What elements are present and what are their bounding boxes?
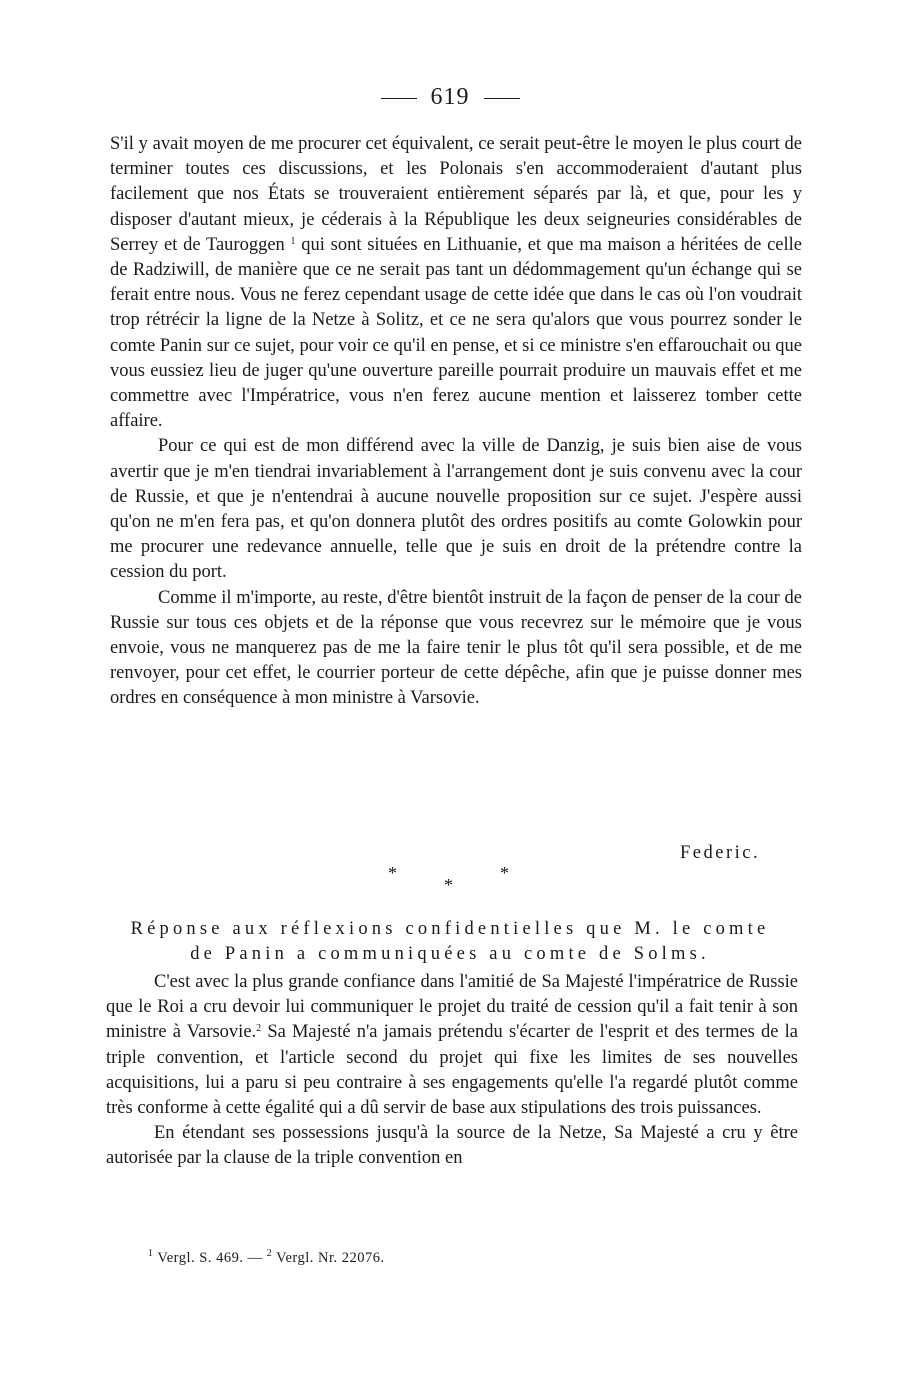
footnotes bbox=[148, 1250, 385, 1267]
signature: Federic. bbox=[680, 843, 761, 863]
footnote-marker-1: 1 bbox=[148, 1248, 154, 1259]
paragraph-2: Pour ce qui est de mon différend avec la ville de Danzig, je suis bien aise de vous avertir que je m'en tiendrai invariablement à l'arrangement dont je suis convenu avec la cour de Russie, et que je n'entendrai à aucune nouvelle proposition sur ce sujet. J'espère aussi qu'on ne m'en fera pas, et qu'on donnera plutôt des ordres positifs au comte Golowkin pour me procurer une redevance annuelle, telle que je suis en droit de la prétendre contre la cession du port. bbox=[110, 436, 802, 583]
section-paragraph-2: En étendant ses possessions jusqu'à la source de la Netze, Sa Majesté a cru y être autorisée par la clause de la triple convention en bbox=[106, 1123, 798, 1169]
section-paragraph-1 bbox=[106, 970, 798, 1121]
section-title-line-1: Réponse aux réflexions confidentielles que M. le comte bbox=[130, 919, 770, 939]
footnote-text-1: Vergl. S. 469. — bbox=[157, 1250, 263, 1266]
section-paragraph-1-text: C'est avec la plus grande confiance dans l'amitié de Sa Majesté l'impératrice de Russie que le Roi a cru devoir lui communiquer le projet du traité de cession qu'il a fait tenir à son ministre à Varsovie. bbox=[106, 972, 798, 1043]
footnote-text-2: Vergl. Nr. 22076. bbox=[276, 1250, 385, 1266]
section-title bbox=[0, 917, 900, 967]
separator-star: * bbox=[388, 863, 397, 883]
page-number: 619 bbox=[430, 84, 470, 110]
section-body bbox=[106, 970, 798, 1172]
separator-star: * bbox=[444, 875, 453, 895]
footnote-ref-1: 1 bbox=[290, 235, 296, 247]
separator-star: * bbox=[500, 863, 509, 883]
paragraph-1-part-b: qui sont situées en Lithuanie, et que ma maison a héritées de celle de Radziwill, de manière que ce ne serait pas tant un dédommagement qu'un échange qui se ferait entre nous. Vous ne ferez cependant usage de cette idée que dans le cas où l'on voudrait trop rétrécir la ligne de la Netze à Solitz, et ce ne sera qu'alors que vous pourrez sonder le comte Panin sur ce sujet, pour voir ce qu'il en pense, et si ce ministre s'en effarouchait ou que vous eussiez lieu de juger qu'une ouverture pareille pourrait produire un mauvais effet et me commettre avec l'Impératrice, vous n'en ferez aucune mention et laisserez tomber cette affaire. bbox=[110, 234, 803, 432]
footnote-marker-2: 2 bbox=[266, 1248, 273, 1259]
section-title-line-2: de Panin a communiquées au comte de Solms. bbox=[190, 944, 710, 964]
header-dash-left bbox=[381, 98, 417, 99]
section-separator bbox=[0, 860, 900, 900]
paragraph-1 bbox=[110, 132, 802, 434]
letter-body bbox=[110, 132, 802, 712]
header-dash-right bbox=[484, 98, 520, 99]
paragraph-1-part-a: S'il y avait moyen de me procurer cet équivalent, ce serait peut-être le moyen le plus court de terminer toutes ces discussions, et les Polonais s'en accommoderaient d'autant plus facilement que nos États se trouveraient entièrement séparés par là, et que, pour les y disposer d'autant mieux, je céderais à la République les deux seigneuries considérables de Serrey et de Tauroggen bbox=[110, 134, 802, 255]
page-header bbox=[0, 84, 900, 111]
paragraph-3: Comme il m'importe, au reste, d'être bientôt instruit de la façon de penser de la cour de Russie sur tous ces objets et de la réponse que vous recevrez sur le mémoire que je vous envoie, vous ne manquerez pas de me la faire tenir le plus tôt qu'il sera possible, et de me renvoyer, pour cet effet, le courrier porteur de cette dépêche, afin que je puisse donner mes ordres en conséquence à mon ministre à Varsovie. bbox=[110, 587, 802, 709]
section-paragraph-1-cont: Sa Majesté n'a jamais prétendu s'écarter de l'esprit et des termes de la triple convention, et l'article second du projet qui fixe les limites de ses nouvelles acquisitions, lui a paru si peu contraire à ses engagements qu'elle l'a regardé plutôt comme très conforme à cette égalité qui a dû servir de base aux stipulations des trois puissances. bbox=[106, 1022, 798, 1119]
footnote-ref-2: 2 bbox=[256, 1023, 262, 1035]
